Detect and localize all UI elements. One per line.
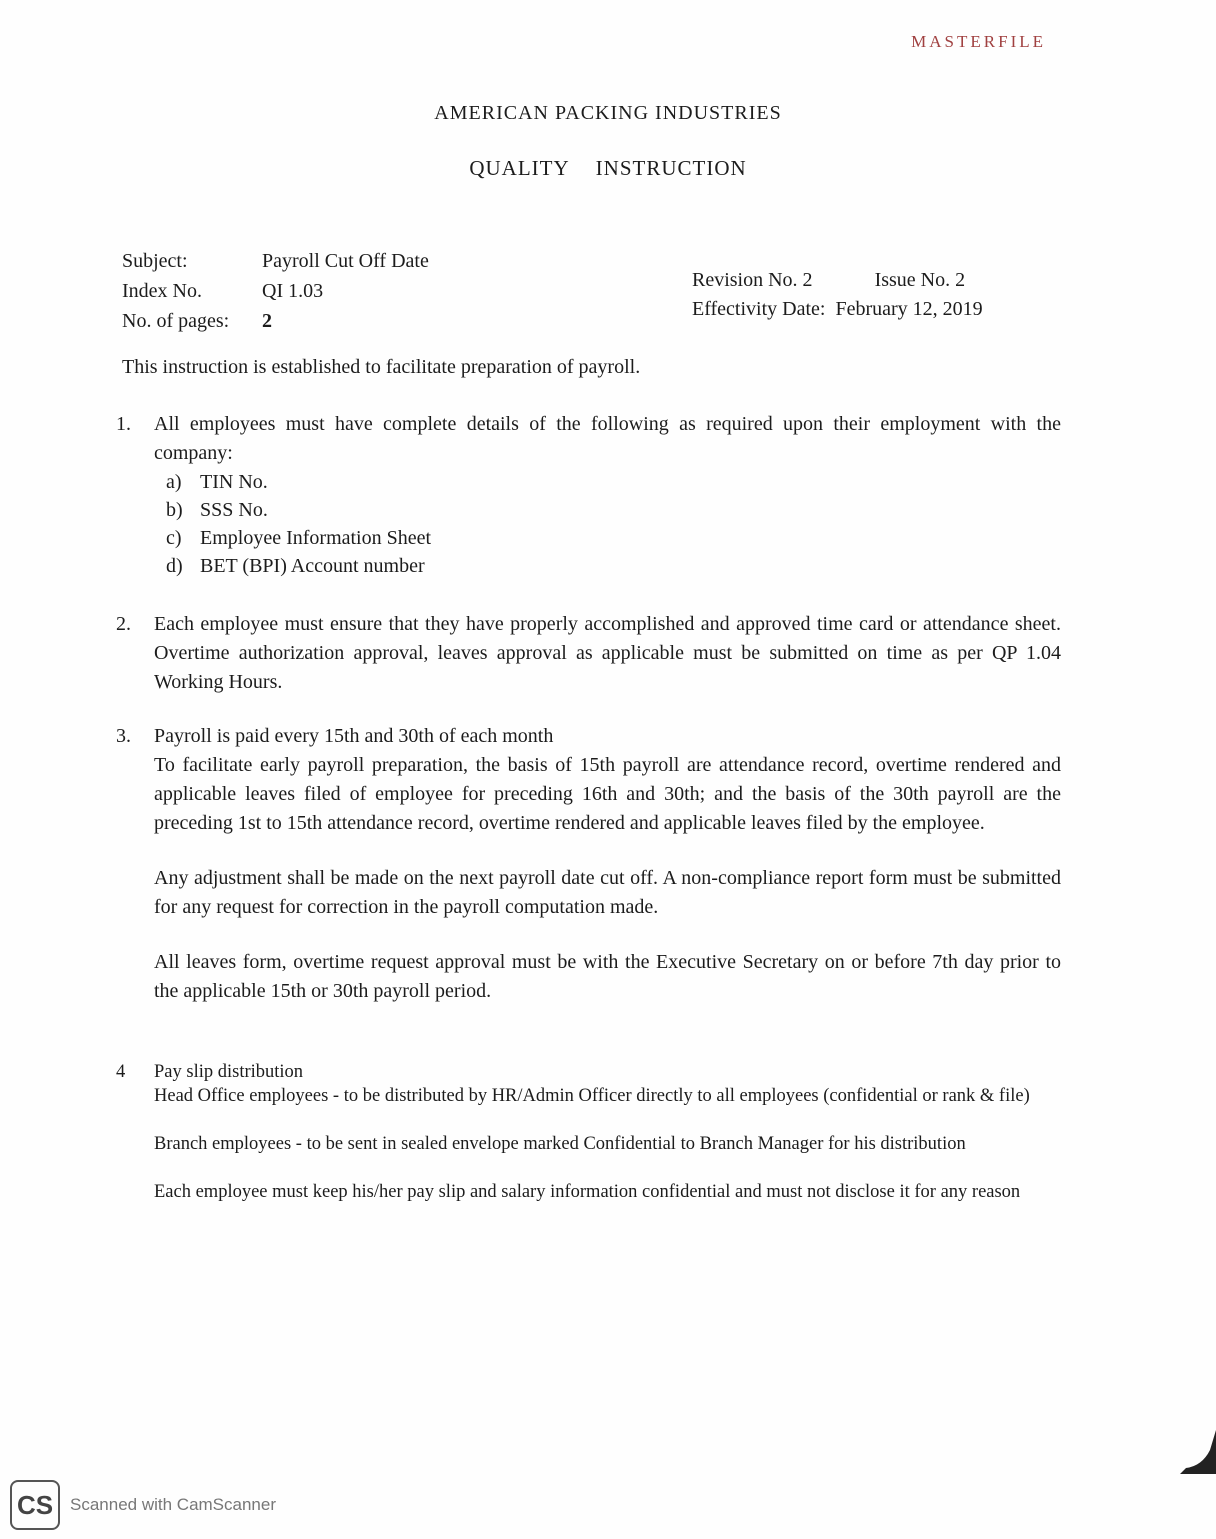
list-item — [166, 524, 1061, 552]
meta-subject — [122, 246, 429, 276]
item-paragraph: Head Office employees - to be distributed by HR/Admin Officer directly to all employees (confidential or rank & file) — [154, 1086, 1030, 1106]
document-type-part2: INSTRUCTION — [595, 156, 747, 180]
item-paragraph: All leaves form, overtime request approval must be with the Executive Secretary on or before 7th day prior to the applicable 15th or 30th payroll period. — [154, 951, 1061, 1002]
list-text: Employee Information Sheet — [200, 527, 432, 549]
instruction-item-3 — [116, 722, 1061, 1006]
meta-value: 2 — [262, 310, 272, 332]
document-type-part1: QUALITY — [469, 156, 570, 180]
list-letter: c) — [166, 527, 182, 549]
list-text: SSS No. — [200, 499, 268, 521]
instruction-item-4 — [116, 1060, 1061, 1204]
document-meta-left — [122, 246, 429, 336]
item-number: 2. — [116, 613, 131, 635]
scanner-watermark — [10, 1480, 276, 1530]
item-text: Each employee must ensure that they have properly accomplished and approved time card or attendance sheet. Overtime authorization approval, leaves approval as applicable must be submitted on time as per QP 1.04 Working Hours. — [154, 613, 1061, 693]
instruction-item-2 — [116, 610, 1061, 697]
meta-label: Index No. — [122, 280, 202, 302]
item-paragraph: Any adjustment shall be made on the next payroll date cut off. A non-compliance report form must be submitted for any request for correction in the payroll computation made. — [154, 867, 1061, 918]
item-paragraph: To facilitate early payroll preparation, the basis of 15th payroll are attendance record, overtime rendered and applicable leaves filed of employee for preceding 16th and 30th; and the basis of the 30th payroll are the preceding 1st to 15th attendance record, overtime rendered and applicable leaves filed by the employee. — [154, 754, 1061, 834]
requirements-list — [166, 468, 1061, 580]
list-item — [166, 496, 1061, 524]
intro-text: This instruction is established to facilitate preparation of payroll. — [122, 356, 641, 378]
effectivity-date: February 12, 2019 — [835, 298, 983, 320]
meta-pages — [122, 306, 429, 336]
masterfile-stamp: MASTERFILE — [911, 32, 1046, 51]
meta-value: Payroll Cut Off Date — [262, 250, 429, 272]
item-title: Payroll is paid every 15th and 30th of each month — [154, 725, 554, 747]
camscanner-logo-icon: CS — [10, 1480, 60, 1530]
meta-label: No. of pages: — [122, 310, 230, 332]
document-type — [0, 156, 1216, 181]
list-item — [166, 552, 1061, 580]
item-number: 4 — [116, 1062, 126, 1082]
meta-revision-row — [692, 266, 983, 295]
item-paragraph: Each employee must keep his/her pay slip and salary information confidential and must not disclose it for any reason — [154, 1182, 1021, 1202]
scanner-watermark-text: Scanned with CamScanner — [70, 1495, 277, 1514]
list-text: TIN No. — [200, 471, 268, 493]
issue-number: Issue No. 2 — [874, 269, 966, 291]
item-text: All employees must have complete details of the following as required upon their employment with the company: — [154, 413, 1061, 464]
page-edge-mark — [1180, 1420, 1216, 1474]
meta-index — [122, 276, 429, 306]
company-name: AMERICAN PACKING INDUSTRIES — [434, 102, 782, 124]
meta-value: QI 1.03 — [262, 280, 324, 302]
list-letter: a) — [166, 471, 182, 493]
item-title: Pay slip distribution — [154, 1062, 304, 1082]
item-number: 1. — [116, 413, 131, 435]
meta-label: Subject: — [122, 250, 188, 272]
document-meta-right — [692, 266, 983, 324]
meta-effectivity-row — [692, 295, 983, 324]
revision-number: Revision No. 2 — [692, 269, 813, 291]
instruction-item-1 — [116, 410, 1061, 580]
item-number: 3. — [116, 725, 131, 747]
item-paragraph: Branch employees - to be sent in sealed envelope marked Confidential to Branch Manager for his distribution — [154, 1134, 966, 1154]
effectivity-label: Effectivity Date: — [692, 298, 826, 320]
list-letter: d) — [166, 555, 183, 577]
list-text: BET (BPI) Account number — [200, 555, 425, 577]
list-item — [166, 468, 1061, 496]
list-letter: b) — [166, 499, 183, 521]
